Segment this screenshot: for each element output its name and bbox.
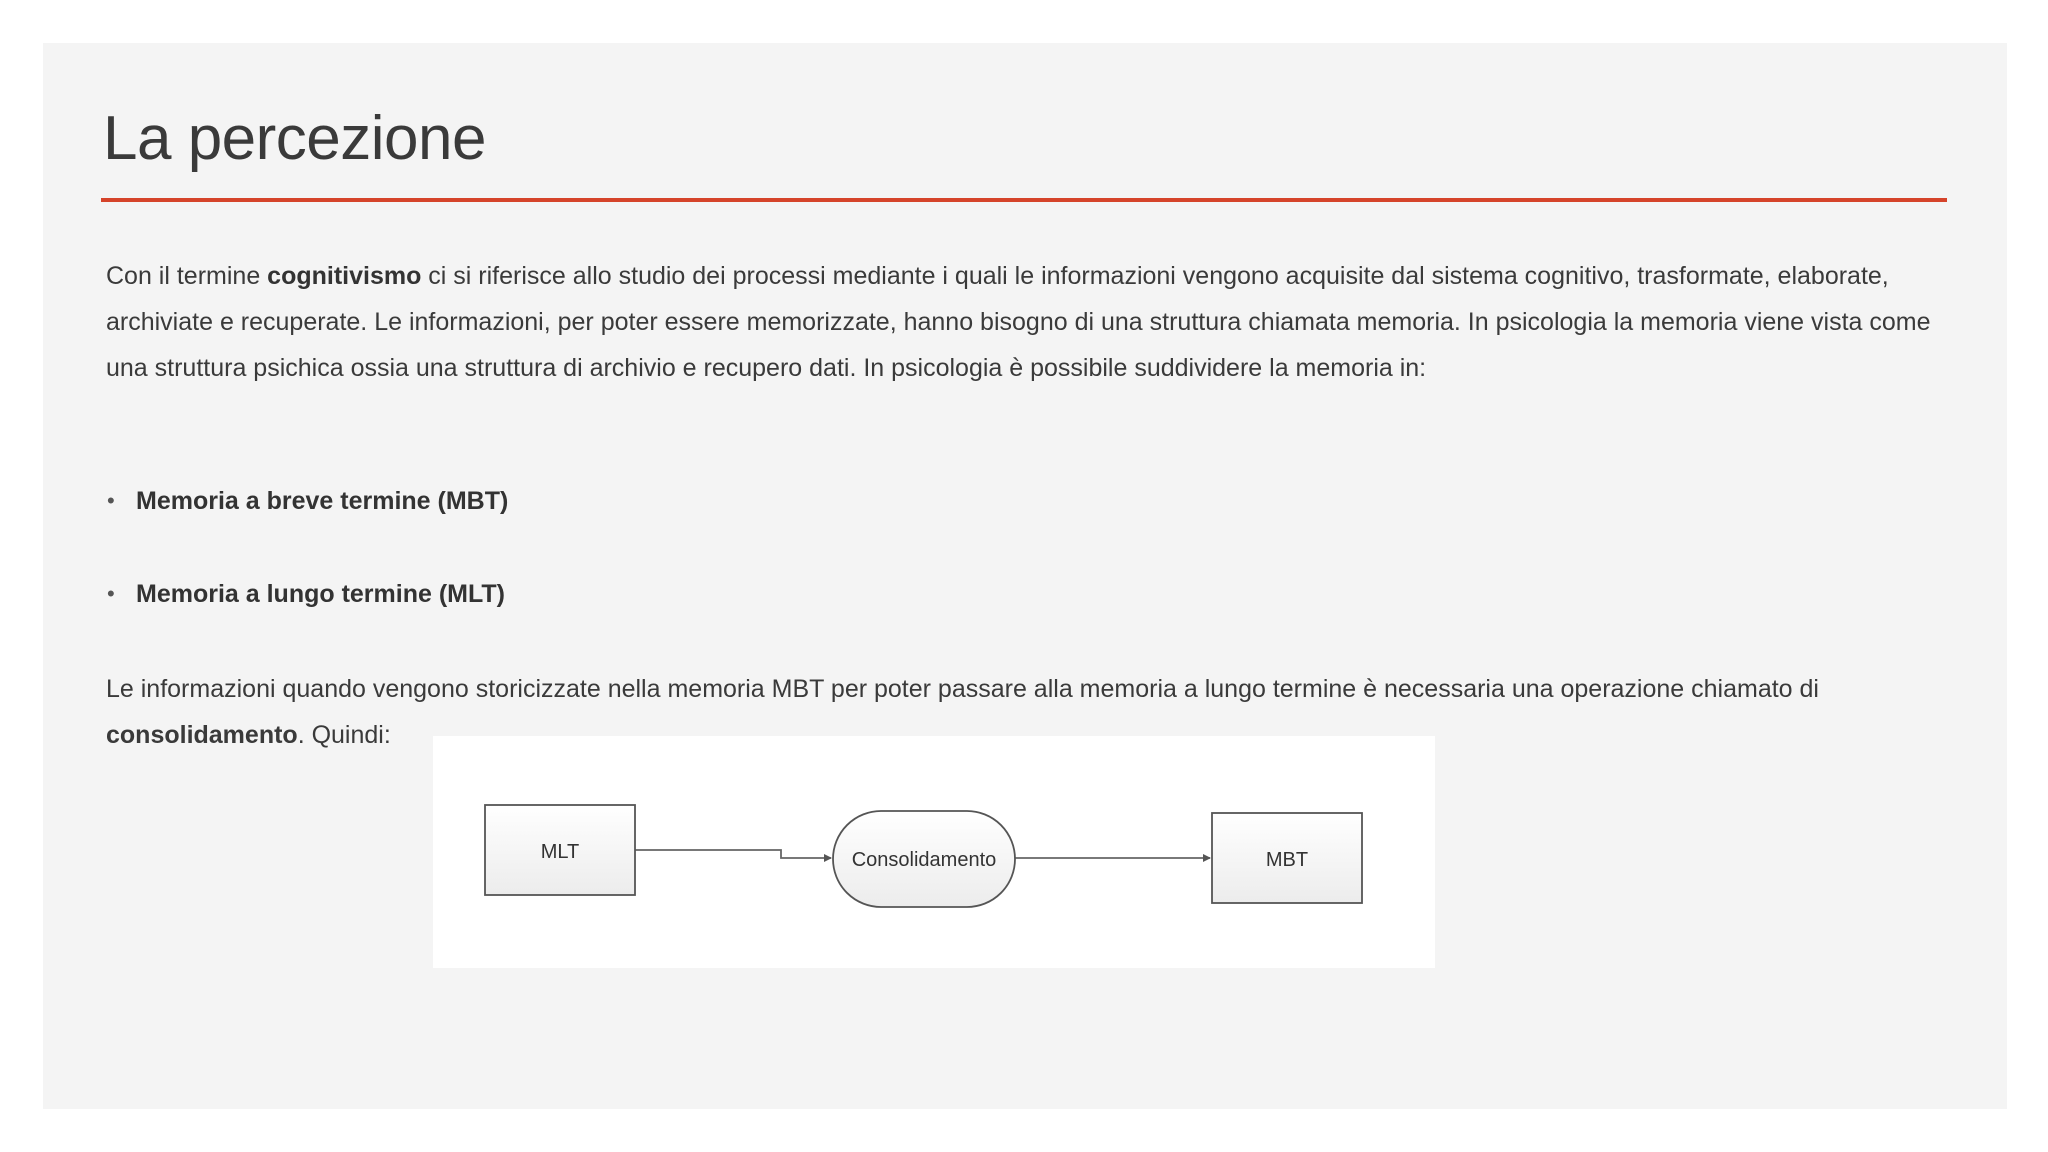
list-item	[106, 571, 508, 617]
bullet-icon: •	[107, 488, 115, 513]
memory-flow-diagram	[433, 736, 1435, 968]
memory-types-list	[106, 478, 508, 617]
bullet-icon: •	[107, 581, 115, 606]
mbt-label: MBT	[1265, 849, 1309, 871]
list-item-label: Memoria a lungo termine (MLT)	[136, 580, 505, 608]
intro-paragraph	[106, 253, 1956, 391]
consolidation-text-rest: . Quindi:	[297, 721, 391, 749]
consolidation-bold-term: consolidamento	[106, 721, 298, 749]
mlt-box	[485, 805, 635, 895]
intro-text-rest: ci si riferisce allo studio dei processi mediante i quali le informazioni vengono acquisite dal sistema cognitivo, trasformate, elaborate, archiviate e recuperate. Le informazioni, per poter essere memorizzate, hanno bisogno di una struttura chiamata memoria. In psicologia la memoria viene vista come una struttura psichica ossia una struttura di archivio e recupero dati. In psicologia è possibile suddividere la memoria in:	[106, 262, 1931, 382]
mbt-box	[1212, 813, 1362, 903]
consolidation-text-start: Le informazioni quando vengono storicizzate nella memoria MBT per poter passare alla memoria a lungo termine è necessaria una operazione chiamato di	[106, 675, 1819, 703]
slide	[43, 43, 2007, 1109]
title-divider	[101, 198, 1947, 202]
list-item-label: Memoria a breve termine (MBT)	[136, 487, 509, 515]
consolidamento-label: Consolidamento	[851, 849, 997, 871]
consolidamento-node	[833, 811, 1015, 907]
intro-text-start: Con il termine	[106, 262, 268, 290]
connector-arrow	[635, 850, 831, 858]
list-item	[106, 478, 508, 524]
intro-bold-term: cognitivismo	[267, 262, 422, 290]
slide-title: La percezione	[103, 104, 486, 173]
mlt-label: MLT	[540, 841, 580, 863]
